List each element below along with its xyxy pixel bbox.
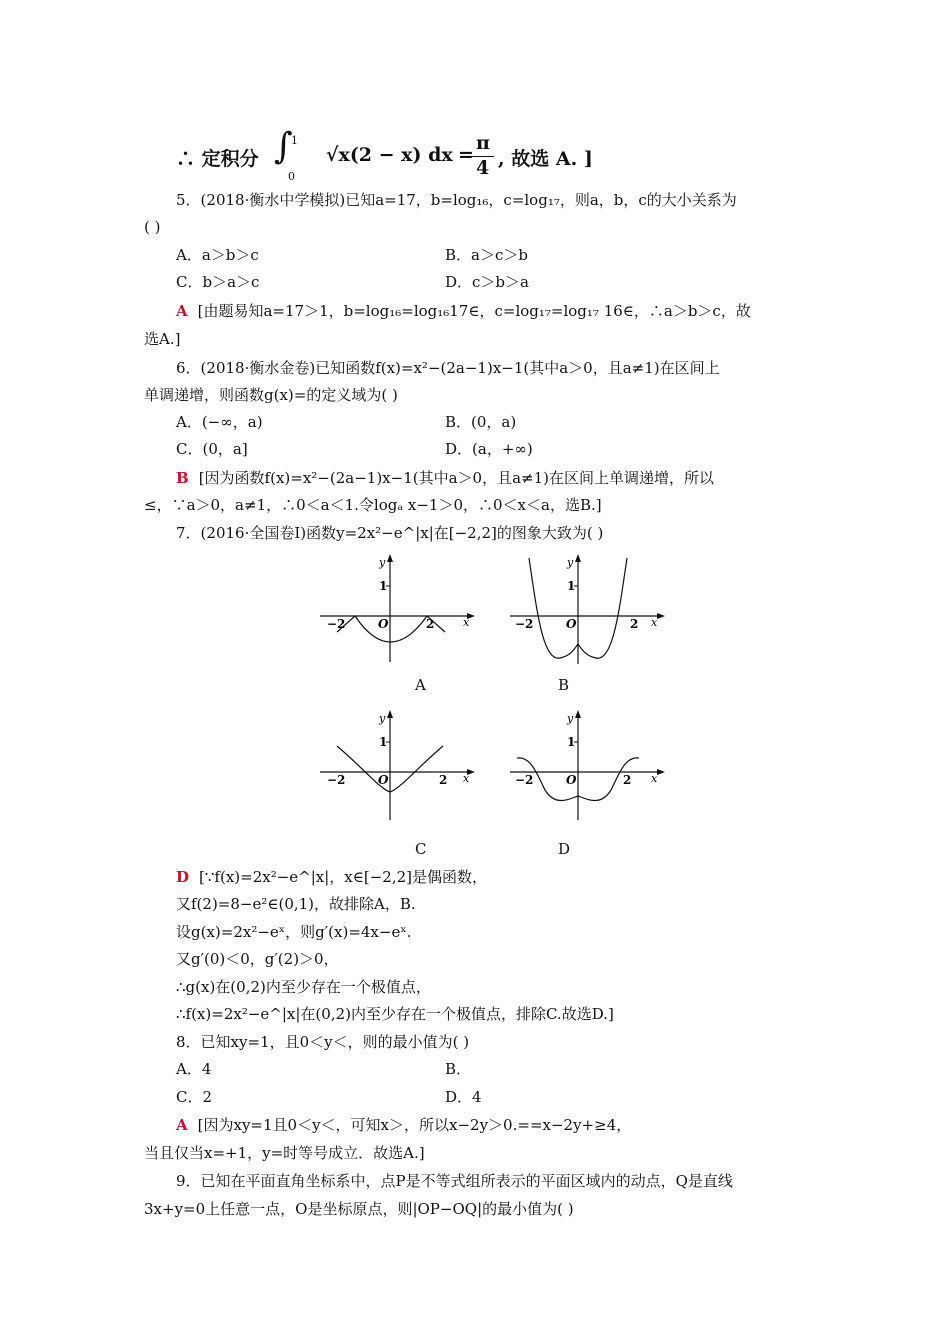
- q6-answer-letter: B: [176, 469, 189, 487]
- q9-stem-1: 9．已知在平面直角坐标系中，点P是不等式组所表示的平面区域内的动点，Q是直线: [176, 1172, 733, 1190]
- q5-explanation: [176, 300, 751, 322]
- q5-option-d: D．c＞b＞a: [445, 273, 529, 291]
- graph-c: [315, 708, 475, 824]
- graph-d-two: 2: [623, 773, 632, 787]
- q5-answer-letter: A: [176, 302, 188, 320]
- graph-d-origin: O: [566, 773, 577, 787]
- graph-b-two: 2: [630, 617, 639, 631]
- graph-a-y-label: y: [379, 556, 386, 569]
- q5-option-a: A．a＞b＞c: [176, 246, 259, 264]
- graph-a-x-label: x: [463, 616, 470, 629]
- q7-explain-1: [∵f(x)=2x²−e^|x|，x∈[−2,2]是偶函数，: [199, 868, 487, 886]
- graph-b-neg-two: −2: [515, 617, 534, 631]
- graph-c-y-label: y: [379, 712, 386, 725]
- graph-c-one: 1: [379, 735, 388, 749]
- q7-answer-letter: D: [176, 868, 190, 886]
- graph-a-two: 2: [426, 617, 435, 631]
- graph-a-label: A: [415, 676, 426, 694]
- q6-option-a: A．(−∞，a): [176, 413, 263, 431]
- graph-d-label: D: [558, 840, 571, 858]
- graph-b-y-label: y: [567, 556, 574, 569]
- graph-d: [505, 708, 665, 824]
- q8-explain-2: 当且仅当x=+1，y=时等号成立．故选A.]: [144, 1144, 425, 1162]
- q7-explanation: [176, 866, 487, 888]
- q8-option-d: D．4: [445, 1088, 482, 1106]
- graph-b-x-label: x: [651, 616, 658, 629]
- integral-lower: 0: [288, 170, 295, 183]
- q7-stem: 7．(2016·全国卷Ⅰ)函数y=2x²−e^|x|在[−2,2]的图象大致为( ): [176, 524, 604, 542]
- q6-explanation: [176, 467, 714, 489]
- graph-d-neg-two: −2: [515, 773, 534, 787]
- q6-explain-2: ≤，∵a＞0，a≠1，∴0＜a＜1.令logₐ x−1＞0，∴0＜x＜a，选B.]: [144, 496, 602, 514]
- graph-b: [505, 552, 665, 668]
- graph-c-two: 2: [439, 773, 448, 787]
- graph-b-one: 1: [567, 579, 576, 593]
- integral-result-num: π: [476, 132, 490, 154]
- q8-option-c: C．2: [176, 1088, 213, 1106]
- q9-stem-2: 3x+y=0上任意一点，O是坐标原点，则|OP−OQ|的最小值为( ): [144, 1200, 574, 1218]
- graph-c-origin: O: [378, 773, 389, 787]
- graph-a: [315, 552, 475, 668]
- q6-option-c: C．(0，a]: [176, 440, 248, 458]
- q5-explain-2: 选A.]: [144, 330, 181, 348]
- q6-stem-2: 单调递增，则函数g(x)=的定义域为( ): [144, 386, 398, 404]
- q6-stem-1: 6．(2018·衡水金卷)已知函数f(x)=x²−(2a−1)x−1(其中a＞0，且a≠1)在区间上: [176, 359, 720, 377]
- graph-c-label: C: [415, 840, 427, 858]
- graph-c-neg-two: −2: [327, 773, 346, 787]
- integral-sign-icon: ∫: [274, 126, 293, 167]
- graph-b-origin: O: [566, 617, 577, 631]
- q8-explain-1: [因为xy=1且0＜y＜，可知x＞，所以x−2y＞0.==x−2y+≥4，: [197, 1116, 632, 1134]
- graph-c-x-label: x: [463, 772, 470, 785]
- q7-explain-3: 设g(x)=2x²−eˣ，则g′(x)=4x−eˣ.: [176, 923, 412, 941]
- graph-d-x-label: x: [651, 772, 658, 785]
- graph-a-one: 1: [379, 579, 388, 593]
- integral-upper: 1: [291, 134, 298, 147]
- q8-stem: 8．已知xy=1，且0＜y＜，则的最小值为( ): [176, 1033, 470, 1051]
- q6-option-b: B．(0，a): [445, 413, 517, 431]
- integral-prefix: ∴ 定积分: [176, 148, 259, 170]
- graph-a-neg-two: −2: [327, 617, 346, 631]
- q5-option-b: B．a＞c＞b: [445, 246, 528, 264]
- graph-d-one: 1: [567, 735, 576, 749]
- graph-a-origin: O: [378, 617, 389, 631]
- q5-stem: 5．(2018·衡水中学模拟)已知a=17，b=log₁₆，c=log₁₇，则a，b，c的大小关系为: [176, 191, 737, 209]
- q7-explain-6: ∴f(x)=2x²−e^|x|在(0,2)内至少存在一个极值点，排除C.故选D.]: [176, 1005, 614, 1023]
- integral-suffix: , 故选 A. ]: [498, 148, 593, 170]
- q8-explanation: [176, 1114, 631, 1136]
- q6-explain-1: [因为函数f(x)=x²−(2a−1)x−1(其中a＞0，且a≠1)在区间上单调递增，所以: [198, 469, 714, 487]
- q7-explain-4: 又g′(0)＜0，g′(2)＞0，: [176, 950, 339, 968]
- q5-explain-1: [由题易知a=17＞1，b=log₁₆=log₁₆17∈，c=log₁₇=log₁₇ 16∈，∴a＞b＞c，故: [197, 302, 751, 320]
- q8-answer-letter: A: [176, 1116, 188, 1134]
- q8-option-a: A．4: [176, 1060, 212, 1078]
- q6-option-d: D．(a，+∞): [445, 440, 533, 458]
- q8-option-b: B．: [445, 1060, 472, 1078]
- q7-explain-2: 又f(2)=8−e²∈(0,1)，故排除A，B.: [176, 895, 416, 913]
- graph-b-label: B: [558, 676, 570, 694]
- q5-option-c: C．b＞a＞c: [176, 273, 260, 291]
- integral-integrand: √x(2 − x) dx: [326, 144, 453, 166]
- q7-explain-5: ∴g(x)在(0,2)内至少存在一个极值点，: [176, 978, 431, 996]
- integral-result-den: 4: [476, 157, 490, 179]
- q5-paren: ( ): [144, 218, 161, 236]
- graph-d-y-label: y: [567, 712, 574, 725]
